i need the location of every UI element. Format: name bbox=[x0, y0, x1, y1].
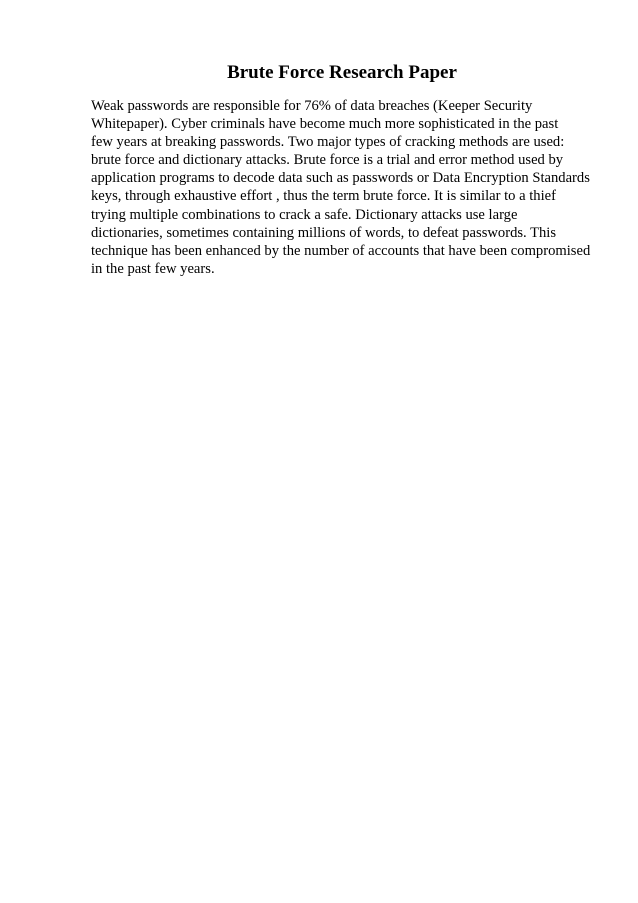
paragraph-line: technique has been enhanced by the number of accounts that have been compromised bbox=[91, 242, 591, 259]
paragraph-line: Whitepaper). Cyber criminals have become much more sophisticated in the past bbox=[91, 116, 559, 133]
page-title: Brute Force Research Paper bbox=[227, 62, 457, 83]
paragraph-line: keys, through exhaustive effort , thus the term brute force. It is similar to a thief bbox=[91, 188, 556, 205]
paragraph-line: in the past few years. bbox=[91, 260, 215, 277]
paragraph-line: dictionaries, sometimes containing millions of words, to defeat passwords. This bbox=[91, 224, 557, 241]
paragraph-line: application programs to decode data such as passwords or Data Encryption Standards bbox=[91, 170, 590, 187]
paragraph-line: trying multiple combinations to crack a safe. Dictionary attacks use large bbox=[91, 206, 518, 223]
body-paragraph bbox=[91, 97, 601, 278]
paragraph-line: Weak passwords are responsible for 76% of data breaches (Keeper Security bbox=[91, 98, 533, 114]
paragraph-line: few years at breaking passwords. Two major types of cracking methods are used: bbox=[91, 134, 565, 151]
paragraph-line: brute force and dictionary attacks. Brute force is a trial and error method used by bbox=[91, 152, 564, 169]
